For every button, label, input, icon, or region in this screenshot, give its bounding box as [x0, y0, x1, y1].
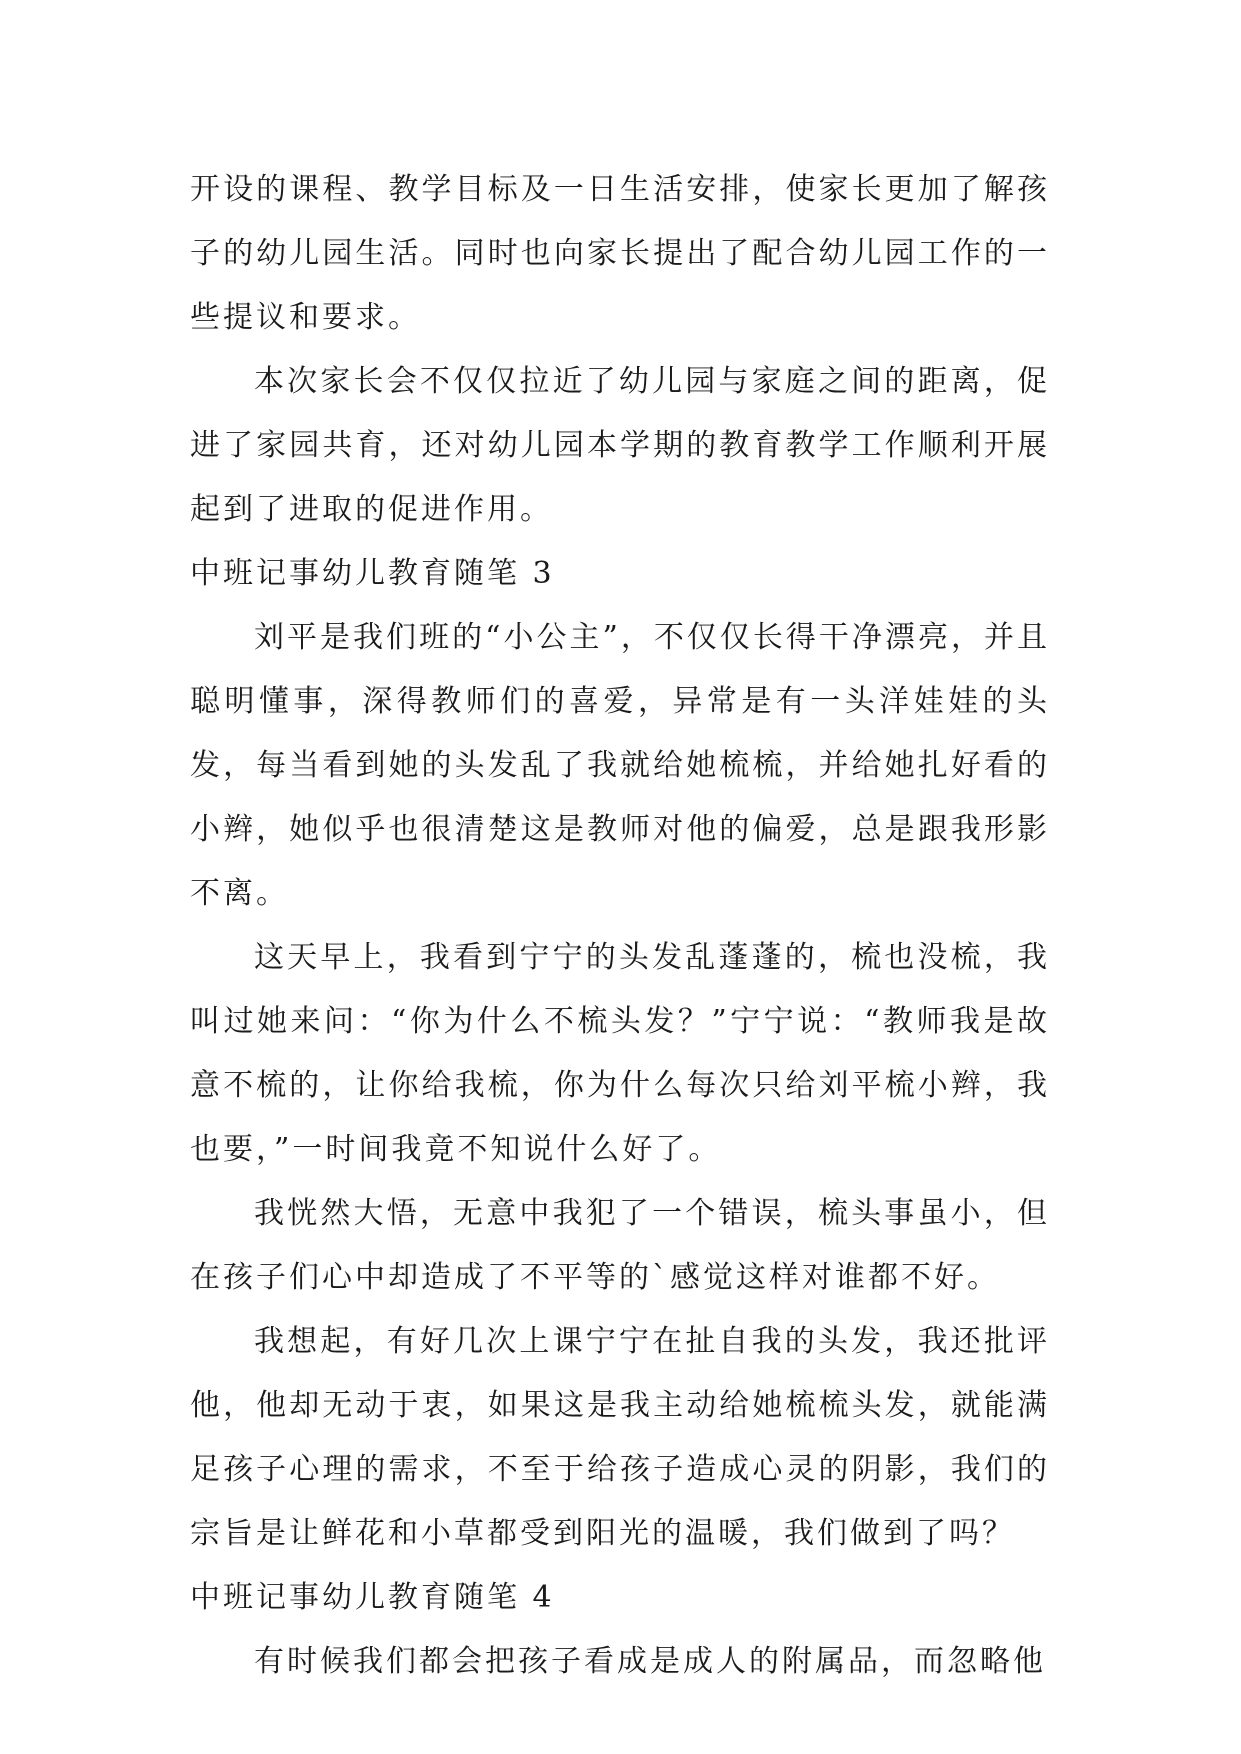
paragraph-1: 开设的课程、教学目标及一日生活安排，使家长更加了解孩子的幼儿园生活。同时也向家长提出了配合幼儿园工作的一些提议和要求。: [190, 172, 1050, 335]
section-heading-4: 中班记事幼儿教育随笔 4: [190, 1580, 555, 1615]
paragraph-2: 本次家长会不仅仅拉近了幼儿园与家庭之间的距离，促进了家园共育，还对幼儿园本学期的教育教学工作顺利开展起到了进取的促进作用。: [190, 364, 1050, 527]
paragraph-3: 刘平是我们班的“小公主”，不仅仅长得干净漂亮，并且聪明懂事，深得教师们的喜爱，异常是有一头洋娃娃的头发，每当看到她的头发乱了我就给她梳梳，并给她扎好看的小辫，她似乎也很清楚这是教师对他的偏爱，总是跟我形影不离。: [190, 620, 1050, 911]
section-heading-3: 中班记事幼儿教育随笔 3: [190, 556, 555, 591]
paragraph-6: 我想起，有好几次上课宁宁在扯自我的头发，我还批评他，他却无动于衷，如果这是我主动给她梳梳头发，就能满足孩子心理的需求，不至于给孩子造成心灵的阴影，我们的宗旨是让鲜花和小草都受到阳光的温暖，我们做到了吗？: [190, 1324, 1050, 1551]
paragraph-4: 这天早上，我看到宁宁的头发乱蓬蓬的，梳也没梳，我叫过她来问：“你为什么不梳头发？”宁宁说：“教师我是故意不梳的，让你给我梳，你为什么每次只给刘平梳小辫，我也要，”一时间我竟不知说什么好了。: [190, 940, 1050, 1167]
paragraph-5: 我恍然大悟，无意中我犯了一个错误，梳头事虽小，但在孩子们心中却造成了不平等的`感觉这样对谁都不好。: [190, 1196, 1050, 1295]
paragraph-7: 有时候我们都会把孩子看成是成人的附属品，而忽略他: [254, 1644, 1046, 1679]
document-page: [190, 158, 1050, 1694]
